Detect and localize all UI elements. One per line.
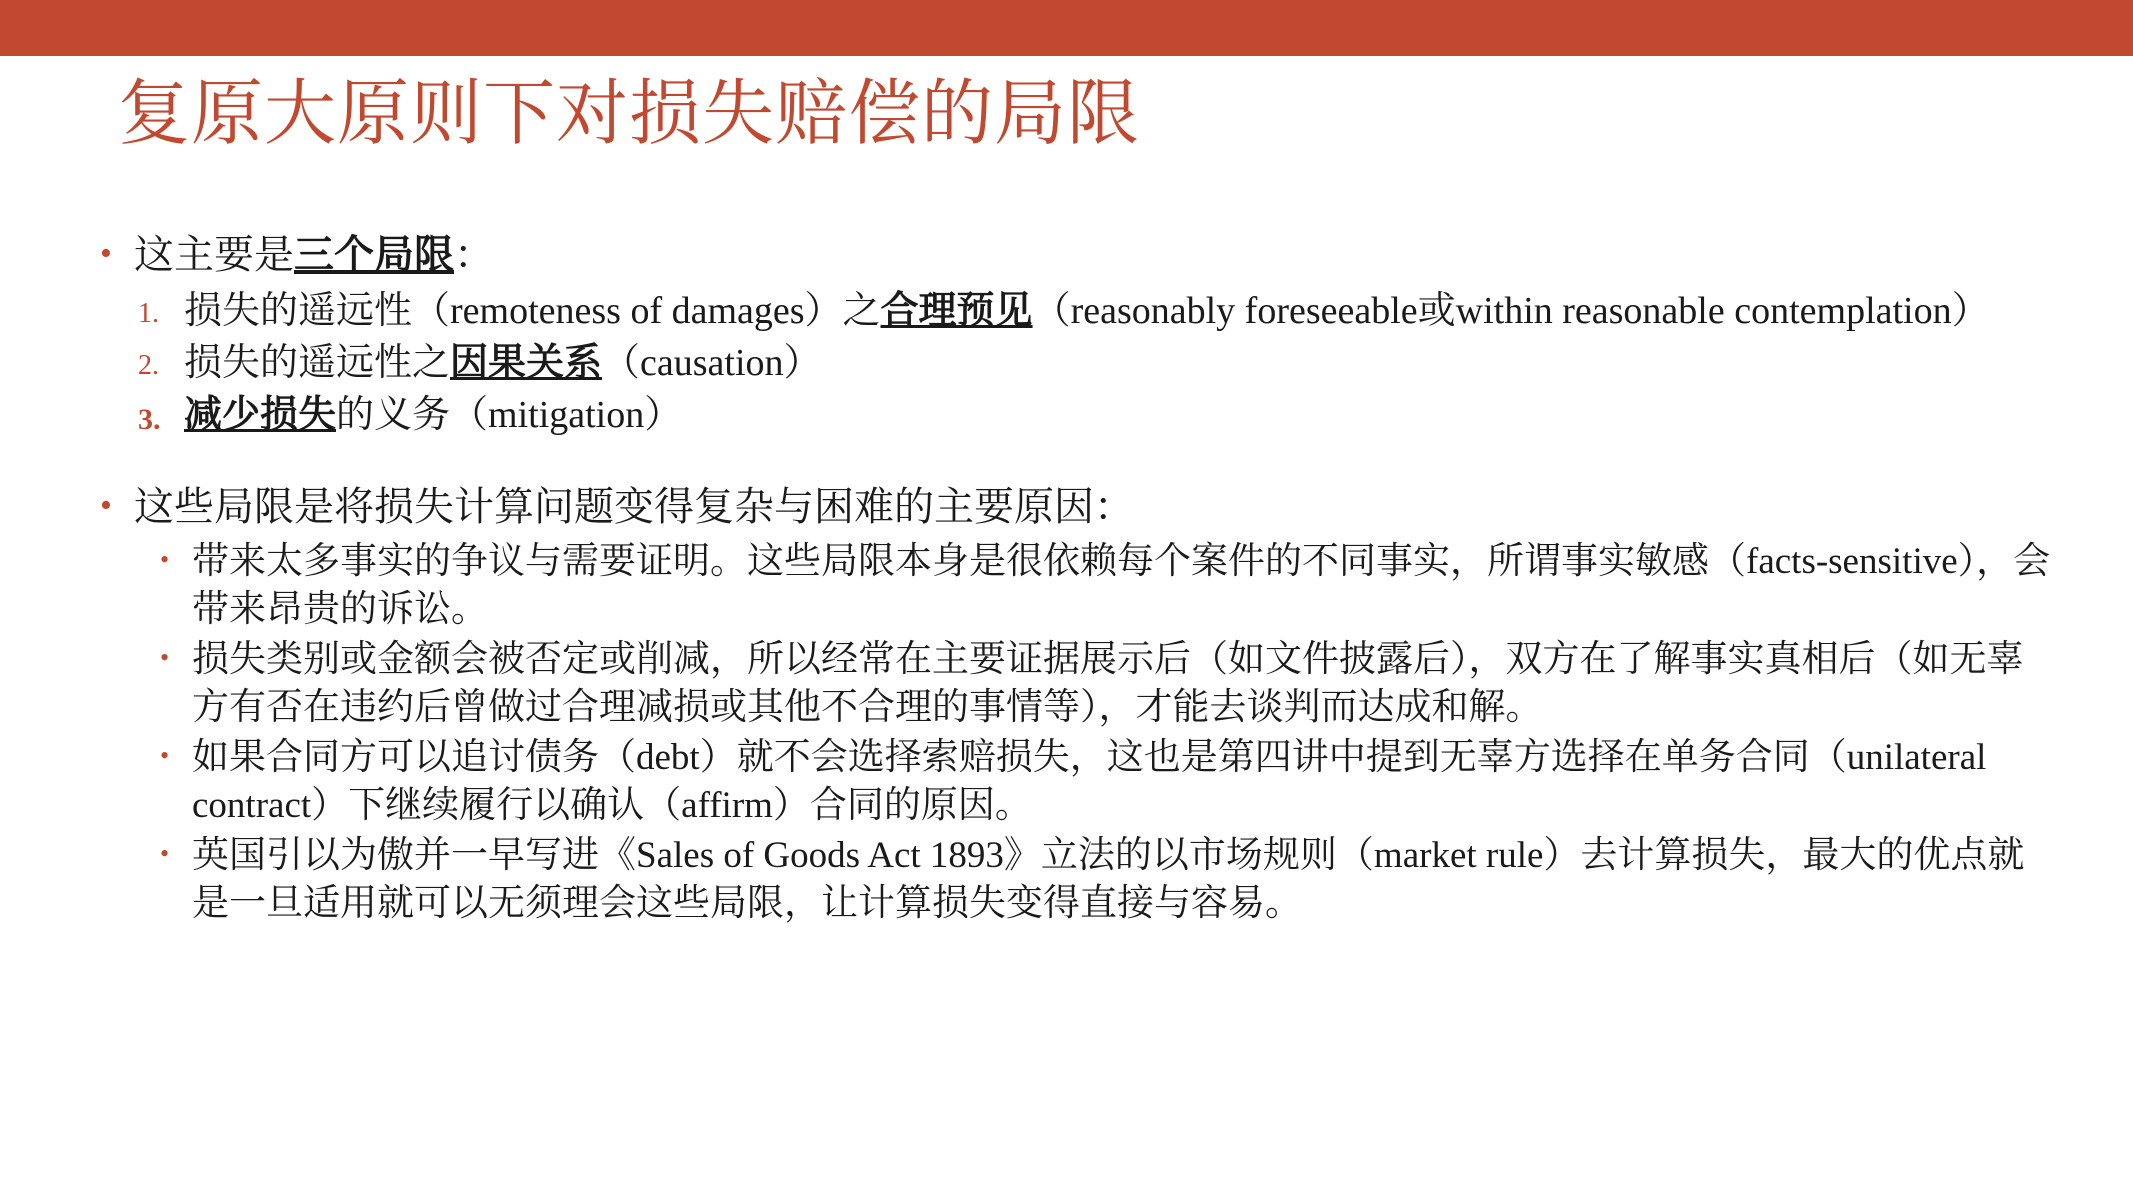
item-emphasis: 因果关系 [450,341,603,384]
list-marker: 1. [138,297,159,329]
numbered-item-1 [100,286,2060,336]
sub-bullet-text: 损失类别或金额会被否定或削减，所以经常在主要证据展示后（如文件披露后），双方在了解事实真相后（如无辜方有否在违约后曾做过合理减损或其他不合理的事情等），才能去谈判而达成和解。 [192,638,2024,728]
intro-text [134,228,2060,282]
slide-body [100,228,2060,930]
bullet-dot-icon: • [100,487,112,525]
sub-bullet-4 [100,832,2060,928]
item-post: 的义务（mitigation） [336,393,683,436]
sub-bullet-text: 带来太多事实的争议与需要证明。这些局限本身是很依赖每个案件的不同事实，所谓事实敏感（facts-sensitive），会带来昂贵的诉讼。 [192,540,2051,630]
numbered-item-text [184,286,2060,336]
second-heading-text: 这些局限是将损失计算问题变得复杂与困难的主要原因： [134,484,1134,530]
list-marker: 2. [138,349,159,381]
page-title: 复原大原则下对损失赔偿的局限 [118,74,1141,154]
list-marker: 3. [138,402,161,436]
bullet-dot-icon: • [160,544,170,574]
bullet-dot-icon: • [160,642,170,672]
item-pre: 损失的遥远性（remoteness of damages）之 [184,289,881,332]
numbered-item-2 [100,338,2060,388]
accent-top-bar [0,0,2133,56]
item-post: （causation） [602,341,822,384]
bullet-dot-icon: • [100,235,112,272]
sub-bullet-text: 如果合同方可以追讨债务（debt）就不会选择索赔损失，这也是第四讲中提到无辜方选择在单务合同（unilateral contract）下继续履行以确认（affirm）合同的原因。 [192,737,1987,827]
numbered-item-text [184,338,2060,388]
item-pre: 损失的遥远性之 [184,341,451,384]
sub-bullet-3 [100,734,2060,830]
bullet-dot-icon: • [160,839,170,869]
item-emphasis: 合理预见 [880,289,1033,332]
item-post: （reasonably foreseeable或within reasonable contemplation） [1032,289,1990,332]
intro-suffix: ： [454,232,494,277]
item-emphasis: 减少损失 [184,393,337,436]
sub-bullet-text: 英国引以为傲并一早写进《Sales of Goods Act 1893》立法的以市场规则（market rule）去计算损失，最大的优点就是一旦适用就可以无须理会这些局限，让计算损失变得直接与容易。 [192,835,2025,925]
bullet-dot-icon: • [160,741,170,771]
intro-emphasis: 三个局限 [294,232,454,277]
sub-bullet-1 [100,538,2060,634]
second-heading-bullet [100,480,2060,534]
sub-bullet-2 [100,636,2060,732]
intro-prefix: 这主要是 [134,232,294,277]
spacer [100,442,2060,480]
intro-bullet [100,228,2060,282]
numbered-item-3 [100,390,2060,440]
numbered-item-text [184,390,2060,440]
